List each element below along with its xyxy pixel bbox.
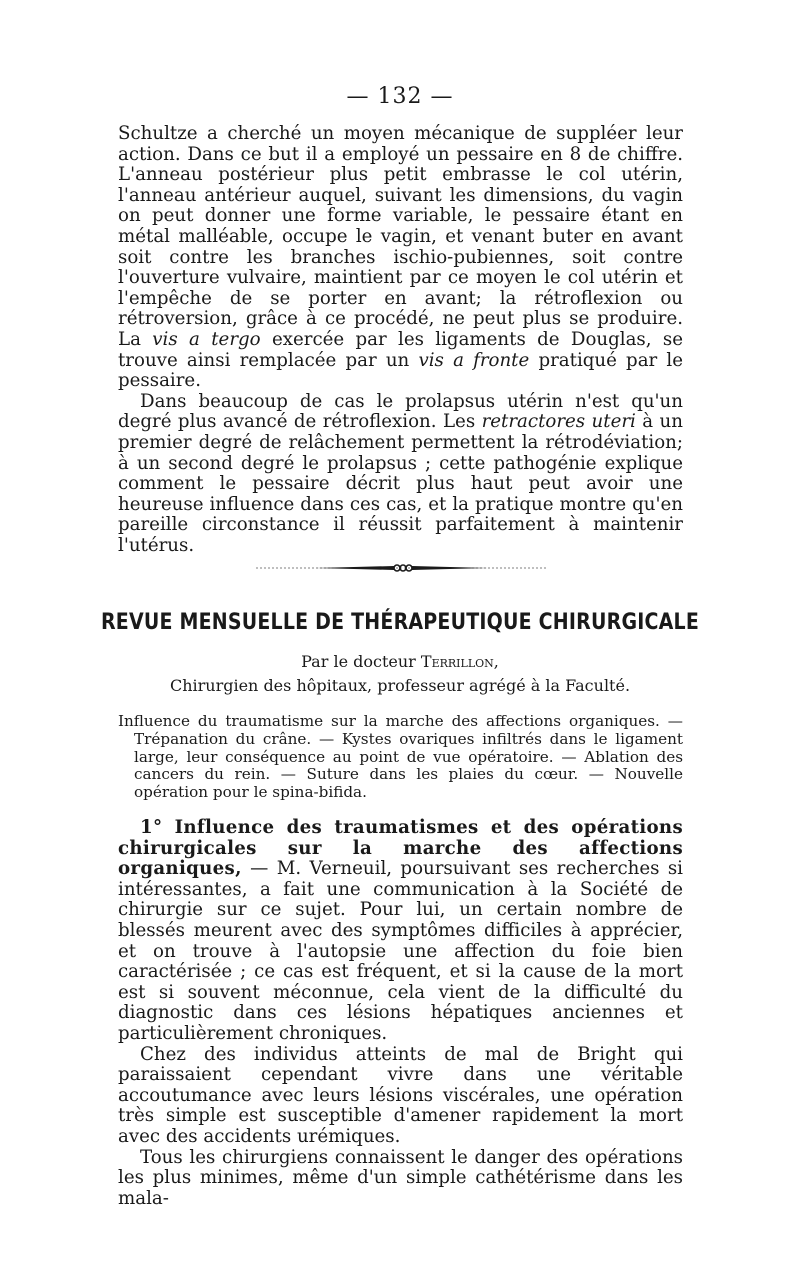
paragraph-chirurgiens: Tous les chirurgiens connaissent le danger des opérations les plus minimes, même d'un simple cathétérisme dans les mala- [118,1146,683,1209]
paragraph-verneuil: 1° Influence des traumatismes et des opérations chirurgicales sur la marche des affections organiques, — M. Verneuil, poursuivant ses recherches si intéressantes, a fait une communication à la Société de chirurgie sur ce sujet. Pour lui, un certain nombre de blessés meurent avec des symptômes difficiles à apprécier, et on trouve à l'autopsie une affection du foie bien caractérisée ; ce cas est fréquent, et si la cause de la mort est si souvent méconnue, cela vient de la difficulté du diagnostic dans ces lésions hépatiques anciennes et particulièrement chroniques. [118,817,683,1044]
intro-text-block [118,124,683,556]
author-name: Terrillon, [420,652,499,671]
byline [0,650,800,698]
italic-vis-a-fronte: vis a fronte [418,349,530,371]
paragraph-pessaire: Schultze a cherché un moyen mécanique de suppléer leur action. Dans ce but il a employé un pessaire en 8 de chiffre. L'anneau postérieur plus petit embrasse le col utérin, l'anneau antérieur auquel, suivant les dimensions, du vagin on peut donner une forme variable, le pessaire étant en métal malléable, occupe le vagin, et venant buter en avant soit contre les branches ischio-pubiennes, soit contre l'ouverture vulvaire, maintient par ce moyen le col utérin et l'empêche de se porter en avant; la rétroflexion ou rétroversion, grâce à ce procédé, ne peut plus se produire. La vis a tergo exercée par les ligaments de Douglas, se trouve ainsi remplacée par un vis a fronte pratiqué par le pessaire. [118,123,683,392]
italic-vis-a-tergo: vis a tergo [152,328,261,350]
page-number: — 132 — [346,84,454,109]
section-1-text [118,818,683,1209]
italic-retractores: retractores uteri [481,411,636,433]
ornamental-rule [256,561,548,575]
paragraph-prolapsus: Dans beaucoup de cas le prolapsus utérin n'est qu'un degré plus avancé de rétroflexion. Les retractores uteri à un premier degré de relâchement permettent la rétrodéviation; à un second degré le prolapsus ; cette pathogénie explique comment le pessaire décrit plus haut peut avoir une heureuse influence dans ces cas, et la pratique montre qu'en pareille circonstance il réussit parfaitement à maintenir l'utérus. [118,390,683,556]
author-role: Chirurgien des hôpitaux, professeur agrégé à la Faculté. [169,676,631,695]
section-heading: REVUE MENSUELLE DE THÉRAPEUTIQUE CHIRURGICALE [100,609,700,635]
summary-block [118,713,683,802]
byline-author-line: Par le docteur Terrillon, [301,652,499,671]
paragraph-bright: Chez des individus atteints de mal de Bright qui paraissaient cependant vivre dans une véritable accoutumance avec leurs lésions viscérales, une opération très simple est susceptible d'amener rapidement la mort avec des accidents urémiques. [118,1043,683,1147]
section-1-title: 1° Influence des traumatismes et des opérations chirurgicales sur la marche des affections organiques, [118,817,683,880]
summary-text: Influence du traumatisme sur la marche des affections organiques. — Trépanation du crâne. — Kystes ovariques infiltrés dans le ligament large, leur conséquence au point de vue opératoire. — Ablation des cancers du rein. — Suture dans les plaies du cœur. — Nouvelle opération pour le spina-bifida. [118,712,683,802]
